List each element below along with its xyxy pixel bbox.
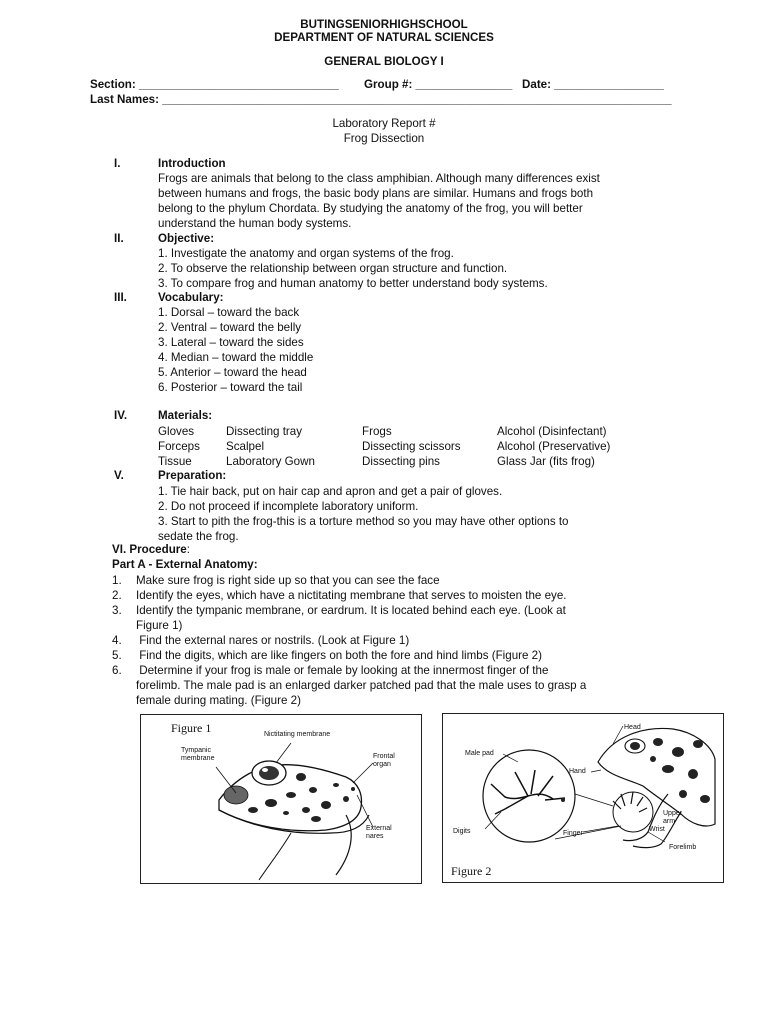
date-blank: _________________ <box>554 78 664 91</box>
intro-line: Frogs are animals that belong to the class amphibian. Although many differences exist <box>158 172 600 185</box>
tympanic-membrane-label: Tympanic membrane <box>181 747 215 762</box>
material-cell: Dissecting scissors <box>362 440 461 453</box>
date-label: Date: <box>522 78 551 91</box>
objective-list <box>158 246 548 291</box>
upper-arm-label: Upper arm <box>663 810 683 825</box>
material-cell: Tissue <box>158 455 192 468</box>
material-cell: Scalpel <box>226 440 265 453</box>
hand-label: Hand <box>569 768 586 775</box>
preparation-line: sedate the frog. <box>158 530 239 543</box>
step-text: Identify the eyes, which have a nictitating membrane that serves to moisten the eye. <box>136 589 567 602</box>
finger-label: Finger <box>563 830 583 837</box>
frog-head-illustration <box>141 715 421 883</box>
vocabulary-item: 2. Ventral – toward the belly <box>158 321 302 334</box>
vocabulary-number: III. <box>114 291 127 304</box>
vocabulary-list <box>158 305 313 395</box>
objective-heading: Objective: <box>158 232 215 245</box>
part-a-heading: Part A - External Anatomy: <box>112 558 258 571</box>
external-nares-label: External nares <box>366 825 392 840</box>
vocabulary-item: 4. Median – toward the middle <box>158 351 314 364</box>
digits-label: Digits <box>453 828 471 835</box>
materials-number: IV. <box>114 409 128 422</box>
procedure-heading-text: VI. Procedure <box>112 543 187 556</box>
material-cell: Dissecting pins <box>362 455 440 468</box>
preparation-number: V. <box>114 469 124 482</box>
frontal-organ-label: Frontal organ <box>373 753 395 768</box>
materials-heading: Materials: <box>158 409 213 422</box>
nictitating-membrane-label: Nictitating membrane <box>264 731 331 738</box>
male-pad-label: Male pad <box>465 750 494 757</box>
procedure-step <box>112 603 672 633</box>
step-text: forelimb. The male pad is an enlarged darker patched pad that the male uses to grasp a <box>136 679 587 692</box>
report-title: Laboratory Report # <box>332 117 436 130</box>
figure-1-caption: Figure 1 <box>171 721 212 735</box>
intro-body <box>158 171 600 231</box>
intro-line: belong to the phylum Chordata. By studying the anatomy of the frog, you will better <box>158 202 583 215</box>
objective-item: 1. Investigate the anatomy and organ systems of the frog. <box>158 247 454 260</box>
vocabulary-item: 5. Anterior – toward the head <box>158 366 307 379</box>
figure-2 <box>442 713 724 883</box>
step-text: female during mating. (Figure 2) <box>136 694 301 707</box>
report-subtitle: Frog Dissection <box>343 132 425 145</box>
group-label: Group #: <box>364 78 413 91</box>
school-name: BUTINGSENIORHIGHSCHOOL <box>300 18 468 31</box>
step-text: Determine if your frog is male or female by looking at the innermost finger of the <box>136 664 549 677</box>
preparation-line: 3. Start to pith the frog-this is a torture method so you may have other options to <box>158 515 569 528</box>
procedure-step <box>112 573 672 588</box>
intro-heading: Introduction <box>158 157 226 170</box>
material-cell: Glass Jar (fits frog) <box>497 455 595 468</box>
wrist-label: Wrist <box>649 826 665 833</box>
intro-line: understand the human body systems. <box>158 217 352 230</box>
last-names-label: Last Names: <box>90 93 159 106</box>
group-blank: _______________ <box>415 78 513 91</box>
materials-table <box>158 424 658 469</box>
section-label: Section: <box>90 78 136 91</box>
last-names-blank: _______________________________________________________________________________ <box>162 93 672 106</box>
vocabulary-item: 3. Lateral – toward the sides <box>158 336 304 349</box>
objective-item: 3. To compare frog and human anatomy to better understand body systems. <box>158 277 548 290</box>
preparation-heading: Preparation: <box>158 469 227 482</box>
intro-number: I. <box>114 157 121 170</box>
forelimb-label: Forelimb <box>669 844 697 851</box>
objective-number: II. <box>114 232 124 245</box>
group-field <box>364 78 512 91</box>
last-names-field <box>90 93 672 106</box>
head-label: Head <box>624 724 641 731</box>
material-cell: Forceps <box>158 440 200 453</box>
procedure-step <box>112 663 672 708</box>
frog-forelimb-illustration <box>443 714 723 882</box>
procedure-step <box>112 633 672 648</box>
material-cell: Alcohol (Preservative) <box>497 440 611 453</box>
procedure-steps <box>112 573 672 708</box>
department-name: DEPARTMENT OF NATURAL SCIENCES <box>274 31 494 44</box>
step-text: Figure 1) <box>136 619 183 632</box>
step-text: Find the external nares or nostrils. (Look at Figure 1) <box>136 634 410 647</box>
step-number: 1. <box>112 574 122 587</box>
section-field <box>90 78 339 91</box>
figure-1 <box>140 714 422 884</box>
material-cell: Dissecting tray <box>226 425 303 438</box>
step-text: Make sure frog is right side up so that you can see the face <box>136 574 440 587</box>
step-number: 5. <box>112 649 122 662</box>
material-cell: Alcohol (Disinfectant) <box>497 425 607 438</box>
procedure-step <box>112 588 672 603</box>
step-number: 2. <box>112 589 122 602</box>
intro-line: between humans and frogs, the basic body plans are similar. Humans and frogs both <box>158 187 594 200</box>
step-number: 3. <box>112 604 122 617</box>
vocabulary-item: 1. Dorsal – toward the back <box>158 306 300 319</box>
material-cell: Gloves <box>158 425 195 438</box>
preparation-line: 2. Do not proceed if incomplete laboratory uniform. <box>158 500 419 513</box>
vocabulary-heading: Vocabulary: <box>158 291 224 304</box>
procedure-step <box>112 648 672 663</box>
figure-2-caption: Figure 2 <box>451 864 492 878</box>
material-cell: Laboratory Gown <box>226 455 315 468</box>
preparation-list <box>158 484 569 544</box>
section-blank: _______________________________ <box>138 78 339 91</box>
step-number: 6. <box>112 664 122 677</box>
step-text: Identify the tympanic membrane, or eardrum. It is located behind each eye. (Look at <box>136 604 566 617</box>
material-cell: Frogs <box>362 425 392 438</box>
step-number: 4. <box>112 634 122 647</box>
objective-item: 2. To observe the relationship between organ structure and function. <box>158 262 508 275</box>
preparation-line: 1. Tie hair back, put on hair cap and apron and get a pair of gloves. <box>158 485 503 498</box>
procedure-heading-colon: : <box>186 543 190 556</box>
procedure-heading <box>112 543 190 556</box>
subject-title: GENERAL BIOLOGY I <box>324 55 444 68</box>
step-text: Find the digits, which are like fingers on both the fore and hind limbs (Figure 2) <box>136 649 542 662</box>
vocabulary-item: 6. Posterior – toward the tail <box>158 381 303 394</box>
date-field <box>522 78 664 91</box>
